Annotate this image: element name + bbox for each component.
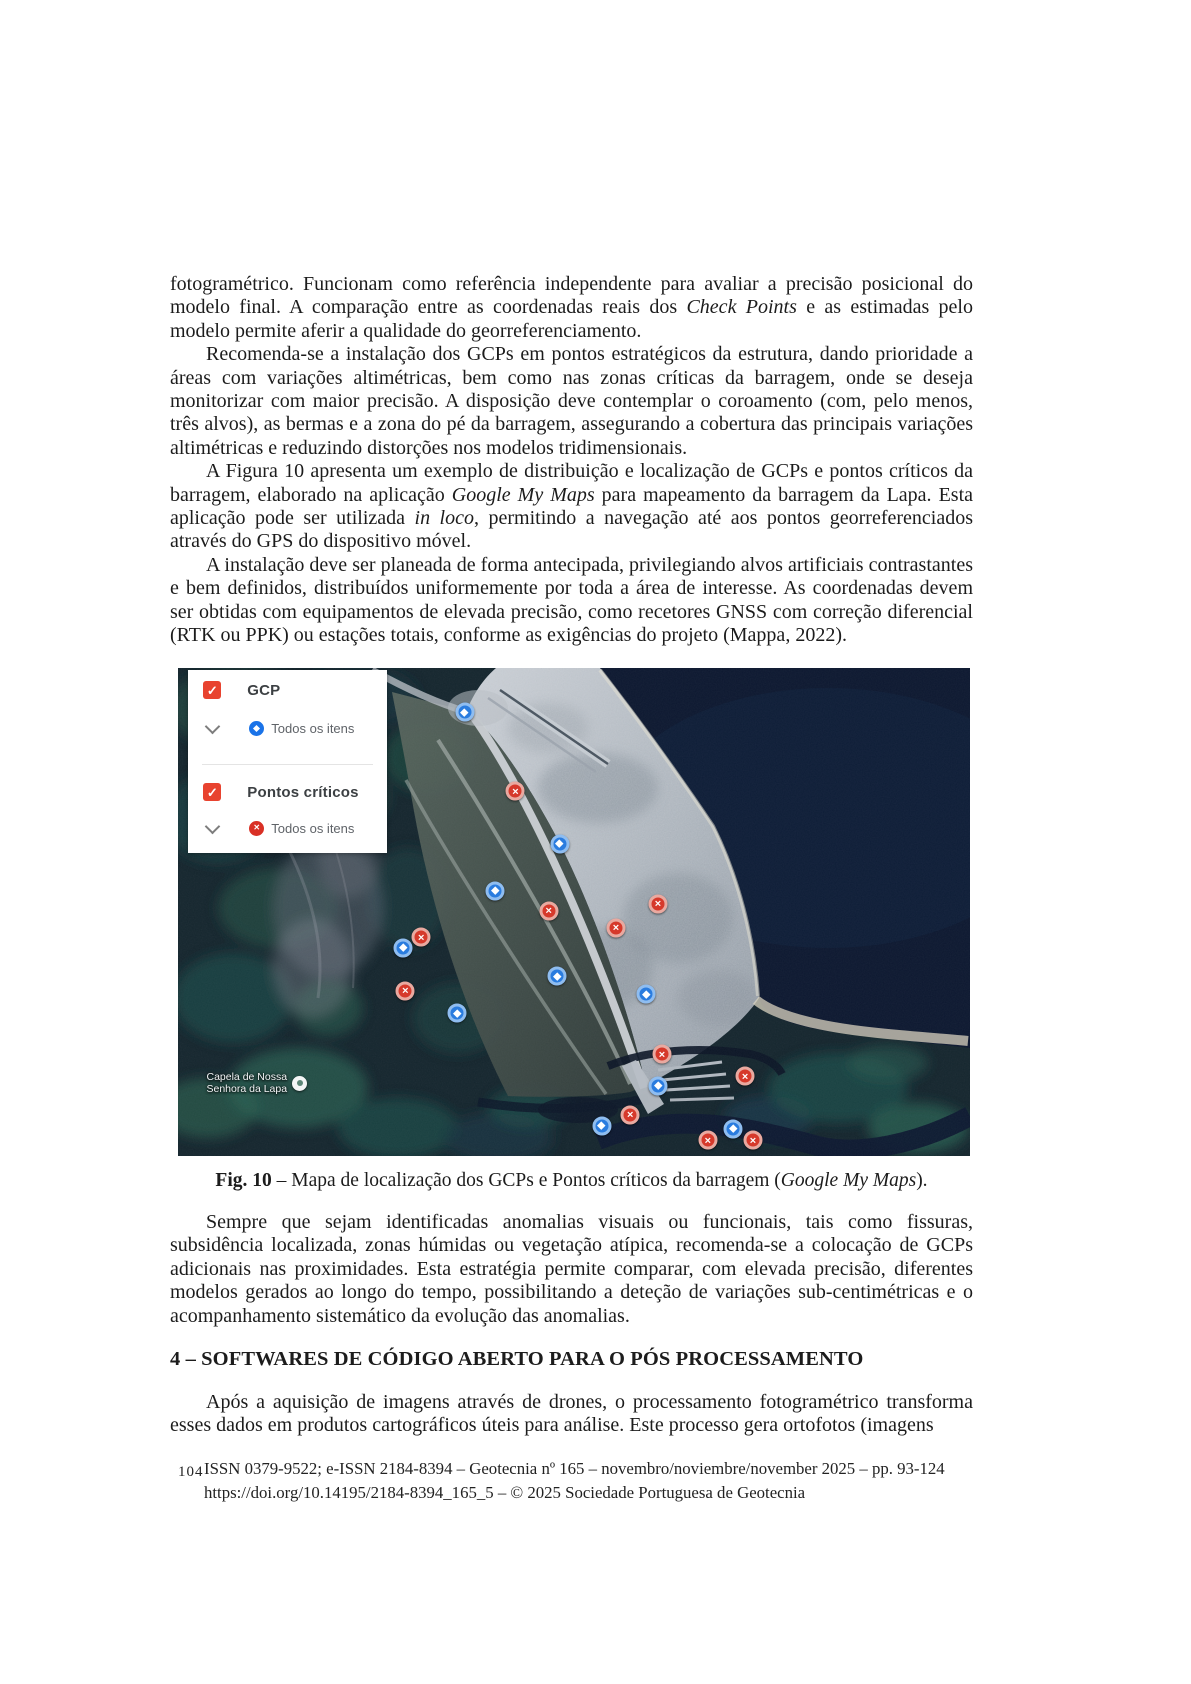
- gcp-items-label[interactable]: Todos os itens: [271, 720, 355, 736]
- map-poi[interactable]: [207, 1071, 308, 1096]
- map-legend-panel: [188, 670, 387, 853]
- critical-point-marker[interactable]: [743, 1131, 762, 1150]
- footer-doi-line: https://doi.org/10.14195/2184-8394_165_5 – © 2025 Sociedade Portuguesa de Geotecnia: [204, 1482, 806, 1502]
- gcp-item-icon: [249, 721, 264, 736]
- map-figure[interactable]: [178, 668, 970, 1156]
- gcp-marker[interactable]: [648, 1076, 667, 1095]
- gcp-marker[interactable]: [393, 938, 412, 957]
- paragraph-planning: A instalação deve ser planeada de forma antecipada, privilegiando alvos artificiais contrastantes e bem definidos, distribuídos uniformemente por toda a área de interesse. As coordenadas devem ser obtidas com equipamentos de elevada precisão, como recetores GNSS com correção diferencial (RTK ou PPK) ou estações totais, conforme as exigências do projeto (Mappa, 2022).: [170, 553, 973, 647]
- critical-point-marker[interactable]: [606, 918, 625, 937]
- legend-row-gcp-items: [188, 718, 387, 738]
- critical-point-marker[interactable]: [506, 782, 525, 801]
- page-footer: [170, 1457, 973, 1505]
- critical-point-marker[interactable]: [648, 894, 667, 913]
- poi-pin-icon: [292, 1076, 307, 1091]
- critical-items-label[interactable]: Todos os itens: [271, 820, 355, 836]
- legend-row-critical: [188, 782, 387, 802]
- gcp-marker[interactable]: [592, 1116, 611, 1135]
- paragraph-gcp-installation: Recomenda-se a instalação dos GCPs em pontos estratégicos da estrutura, dando prioridade a áreas com variações altimétricas, bem como nas zonas críticas da barragem, onde se deseja monitorizar com maior precisão. A disposição deve contemplar o coroamento (com, pelo menos, três alvos), as bermas e a zona do pé da barragem, assegurando a cobertura das principais variações altimétricas e reduzindo distorções nos modelos tridimensionais.: [170, 343, 973, 459]
- paragraph-figura10: A Figura 10 apresenta um exemplo de distribuição e localização de GCPs e pontos críticos da barragem, elaborado na aplicação Google My Maps para mapeamento da barragem da Lapa. Esta aplicação pode ser utilizada in loco, permitindo a navegação até aos pontos georreferenciados através do GPS do dispositivo móvel.: [170, 460, 974, 553]
- gcp-marker[interactable]: [447, 1004, 466, 1023]
- critical-point-marker[interactable]: [539, 901, 558, 920]
- paragraph-anomalies: Sempre que sejam identificadas anomalias visuais ou funcionais, tais como fissuras, subsidência localizada, zonas húmidas ou vegetação atípica, recomenda-se a colocação de GCPs adicionais nas proximidades. Esta estratégia permite comparar, com elevada precisão, diferentes modelos gerados ao longo do tempo, possibilitando a deteção de variações sub-centimétricas e o acompanhamento sistemático da evolução das anomalias.: [170, 1211, 973, 1327]
- gcp-marker[interactable]: [548, 967, 567, 986]
- legend-row-critical-items: [188, 818, 387, 838]
- footer-issn-line: ISSN 0379-9522; e-ISSN 2184-8394 – Geotecnia nº 165 – novembro/noviembre/november 2025 – pp. 93-124: [204, 1458, 945, 1478]
- critical-point-marker[interactable]: [396, 981, 415, 1000]
- gcp-layer-label: GCP: [247, 681, 281, 699]
- gcp-marker[interactable]: [724, 1119, 743, 1138]
- critical-point-marker[interactable]: [736, 1067, 755, 1086]
- page-number: 104: [178, 1463, 204, 1480]
- legend-divider: [202, 764, 373, 765]
- figure-caption: Fig. 10 – Mapa de localização dos GCPs e Pontos críticos da barragem (Google My Maps).: [215, 1169, 928, 1191]
- gcp-marker[interactable]: [485, 881, 504, 900]
- gcp-marker[interactable]: [637, 985, 656, 1004]
- paper-page: [170, 0, 973, 1505]
- gcp-layer-checkbox[interactable]: [203, 681, 221, 699]
- section-heading: 4 – SOFTWARES DE CÓDIGO ABERTO PARA O PÓS PROCESSAMENTO: [170, 1348, 864, 1371]
- critical-item-icon: [249, 821, 264, 836]
- critical-point-marker[interactable]: [698, 1131, 717, 1150]
- critical-point-marker[interactable]: [412, 928, 431, 947]
- poi-label: Capela de Nossa Senhora da Lapa: [206, 1070, 288, 1096]
- critical-point-marker[interactable]: [652, 1045, 671, 1064]
- chevron-down-icon[interactable]: [205, 819, 221, 835]
- paragraph-postprocessing: Após a aquisição de imagens através de drones, o processamento fotogramétrico transforma esses dados em produtos cartográficos úteis para análise. Este processo gera ortofotos (imagens: [170, 1391, 973, 1437]
- critical-point-marker[interactable]: [621, 1105, 640, 1124]
- footer-text: [204, 1457, 945, 1505]
- paragraph-continuation: fotogramétrico. Funcionam como referência independente para avaliar a precisão posicional do modelo final. A comparação entre as coordenadas reais dos Check Points e as estimadas pelo modelo permite aferir a qualidade do georreferenciamento.: [170, 273, 973, 342]
- gcp-marker[interactable]: [455, 703, 474, 722]
- legend-row-gcp: [188, 680, 387, 700]
- critical-layer-label: Pontos críticos: [247, 783, 359, 801]
- critical-layer-checkbox[interactable]: [203, 783, 221, 801]
- gcp-marker[interactable]: [550, 834, 569, 853]
- chevron-down-icon[interactable]: [205, 719, 221, 735]
